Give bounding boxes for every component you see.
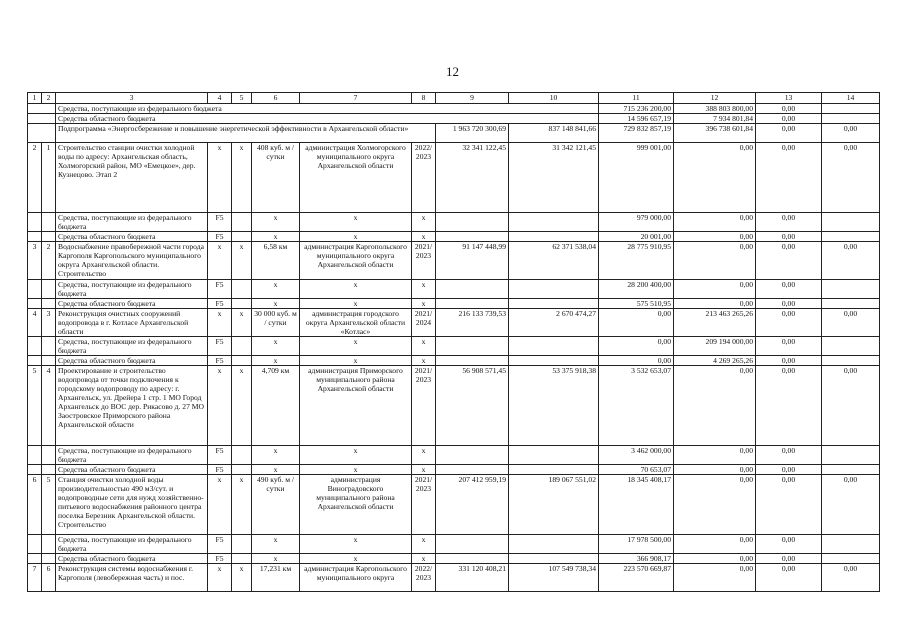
table-cell: 0,00: [756, 366, 822, 446]
table-cell: 490 куб. м / сутки: [252, 475, 300, 535]
table-cell: x: [412, 280, 436, 299]
table-cell: [28, 299, 42, 309]
table-cell: [436, 446, 509, 465]
table-cell: x: [252, 356, 300, 366]
table-cell: x: [412, 554, 436, 564]
table-cell: 7 934 801,84: [674, 114, 756, 124]
table-cell: 28 200 400,00: [599, 280, 674, 299]
table-row: [28, 104, 880, 114]
column-header: 3: [56, 93, 208, 104]
table-cell: [28, 213, 42, 232]
table-cell: 2022/ 2023: [412, 564, 436, 592]
table-cell: 0,00: [822, 143, 880, 213]
table-cell: [509, 232, 599, 242]
table-cell: 331 120 408,21: [436, 564, 509, 592]
table-cell: 0,00: [756, 124, 822, 143]
table-cell: 0,00: [756, 114, 822, 124]
table-cell: x: [412, 446, 436, 465]
table-cell: 0,00: [756, 143, 822, 213]
table-cell: x: [412, 356, 436, 366]
page-number: 12: [446, 64, 459, 79]
table-cell: 216 133 739,53: [436, 309, 509, 337]
table-cell: x: [232, 564, 252, 592]
table-cell: Средства областного бюджета: [56, 465, 208, 475]
column-header: 4: [208, 93, 232, 104]
table-cell: 0,00: [822, 564, 880, 592]
table-cell: 999 001,00: [599, 143, 674, 213]
table-cell: 0,00: [674, 280, 756, 299]
table-cell: Строительство станции очистки холодной воды по адресу: Архангельская область, Холмогорский район, МО «Емецкое», дер. Кузнецово. Этап 2: [56, 143, 208, 213]
table-cell: x: [412, 232, 436, 242]
table-cell: 729 832 857,19: [599, 124, 674, 143]
table-cell: x: [300, 535, 412, 554]
table-cell: 0,00: [756, 299, 822, 309]
table-cell: Средства, поступающие из федерального бюджета: [56, 337, 208, 356]
table-cell: 6: [28, 475, 42, 535]
table-cell: F5: [208, 356, 232, 366]
table-cell: F5: [208, 535, 232, 554]
table-cell: [436, 280, 509, 299]
table-cell: F5: [208, 337, 232, 356]
table-cell: 4: [28, 309, 42, 337]
table-body: [28, 93, 880, 592]
table-cell: 6,58 км: [252, 242, 300, 280]
table-cell: x: [300, 465, 412, 475]
table-cell: 0,00: [674, 213, 756, 232]
table-cell: 0,00: [674, 242, 756, 280]
table-cell: 2022/ 2023: [412, 143, 436, 213]
table-cell: 0,00: [822, 475, 880, 535]
table-cell: 2021/ 2023: [412, 242, 436, 280]
table-cell: 20 001,00: [599, 232, 674, 242]
table-cell: x: [252, 280, 300, 299]
table-cell: [232, 213, 252, 232]
table-cell: администрация Виноградовского муниципального района Архангельской области: [300, 475, 412, 535]
table-cell: Средства областного бюджета: [56, 299, 208, 309]
table-cell: 408 куб. м / сутки: [252, 143, 300, 213]
table-cell: 30 000 куб. м / сутки: [252, 309, 300, 337]
table-cell: [42, 299, 56, 309]
table-cell: 0,00: [599, 309, 674, 337]
table-cell: 207 412 959,19: [436, 475, 509, 535]
table-cell: 32 341 122,45: [436, 143, 509, 213]
table-cell: 28 775 910,95: [599, 242, 674, 280]
table-cell: x: [232, 475, 252, 535]
table-cell: 715 236 200,00: [599, 104, 674, 114]
table-cell: администрация Холмогорского муниципального округа Архангельской области: [300, 143, 412, 213]
row-label: Подпрограмма «Энергосбережение и повышение энергетической эффективности в Архангельской области»: [56, 124, 436, 143]
table-cell: 3: [28, 242, 42, 280]
table-cell: [232, 280, 252, 299]
table-cell: 0,00: [674, 143, 756, 213]
column-header: 10: [509, 93, 599, 104]
table-cell: x: [252, 213, 300, 232]
table-cell: [436, 213, 509, 232]
table-cell: x: [232, 309, 252, 337]
column-header: 8: [412, 93, 436, 104]
column-header: 1: [28, 93, 42, 104]
table-cell: [28, 535, 42, 554]
table-cell: 4: [42, 366, 56, 446]
table-row: [28, 465, 880, 475]
table-cell: [28, 554, 42, 564]
table-row: [28, 242, 880, 280]
table-cell: 0,00: [756, 280, 822, 299]
table-cell: [28, 337, 42, 356]
table-cell: [232, 337, 252, 356]
table-cell: 0,00: [756, 242, 822, 280]
table-cell: 0,00: [756, 475, 822, 535]
table-cell: [232, 446, 252, 465]
table-cell: 6: [42, 564, 56, 592]
table-cell: x: [252, 337, 300, 356]
table-cell: 1: [42, 143, 56, 213]
table-cell: 3 462 000,00: [599, 446, 674, 465]
table-cell: 0,00: [756, 232, 822, 242]
table-cell: [28, 232, 42, 242]
table-cell: [232, 465, 252, 475]
table-cell: x: [412, 535, 436, 554]
table-cell: 0,00: [674, 232, 756, 242]
table-cell: [822, 554, 880, 564]
table-cell: Проектирование и строительство водопровода от точки подключения к городскому водопроводу по адресу: г. Архангельск, ул. Дрейера 1 стр. 1 МО Город Архангельск до ВОС дер. Рикасово д. 27 МО Заостровское Приморского района Архангельской области: [56, 366, 208, 446]
table-cell: [42, 213, 56, 232]
table-row: [28, 299, 880, 309]
table-cell: Средства, поступающие из федерального бюджета: [56, 280, 208, 299]
table-cell: 396 738 601,84: [674, 124, 756, 143]
table-cell: [822, 104, 880, 114]
table-cell: [232, 232, 252, 242]
table-cell: 223 570 669,87: [599, 564, 674, 592]
table-cell: [822, 465, 880, 475]
table-cell: x: [252, 446, 300, 465]
table-cell: [42, 446, 56, 465]
table-cell: [42, 280, 56, 299]
table-cell: 0,00: [674, 554, 756, 564]
table-cell: 0,00: [756, 104, 822, 114]
table-cell: x: [232, 143, 252, 213]
table-cell: 3 532 653,07: [599, 366, 674, 446]
table-cell: 2021/ 2023: [412, 366, 436, 446]
table-cell: x: [300, 232, 412, 242]
table-cell: [28, 124, 56, 143]
table-row: [28, 446, 880, 465]
table-cell: x: [208, 475, 232, 535]
table-cell: x: [412, 337, 436, 356]
table-row: [28, 232, 880, 242]
table-cell: 4,709 км: [252, 366, 300, 446]
table-cell: x: [208, 366, 232, 446]
table-row: [28, 366, 880, 446]
table-cell: [822, 446, 880, 465]
table-cell: 837 148 841,66: [509, 124, 599, 143]
table-cell: 14 596 657,19: [599, 114, 674, 124]
table-cell: 0,00: [756, 356, 822, 366]
table-cell: x: [232, 366, 252, 446]
table-cell: F5: [208, 299, 232, 309]
table-cell: [509, 337, 599, 356]
table-cell: x: [412, 465, 436, 475]
table-cell: 0,00: [674, 564, 756, 592]
table-cell: 0,00: [674, 299, 756, 309]
table-cell: [509, 465, 599, 475]
table-cell: 5: [42, 475, 56, 535]
budget-table: [27, 92, 880, 592]
table-row: [28, 143, 880, 213]
table-cell: [28, 356, 42, 366]
table-row: [28, 280, 880, 299]
table-cell: Средства областного бюджета: [56, 554, 208, 564]
table-cell: Реконструкция системы водоснабжения г. Каргополя (левобережная часть) и пос.: [56, 564, 208, 592]
table-row: [28, 337, 880, 356]
table-cell: 0,00: [674, 535, 756, 554]
table-cell: администрация Приморского муниципального района Архангельской области: [300, 366, 412, 446]
table-cell: x: [300, 356, 412, 366]
table-cell: 189 067 551,02: [509, 475, 599, 535]
table-cell: Средства областного бюджета: [56, 232, 208, 242]
table-row: [28, 124, 880, 143]
table-cell: [42, 337, 56, 356]
column-header: 11: [599, 93, 674, 104]
table-cell: Средства областного бюджета: [56, 356, 208, 366]
table-cell: 575 510,95: [599, 299, 674, 309]
table-cell: 1 963 720 300,69: [436, 124, 509, 143]
table-cell: Средства, поступающие из федерального бюджета: [56, 535, 208, 554]
table-cell: [822, 280, 880, 299]
table-cell: x: [412, 299, 436, 309]
table-cell: x: [300, 299, 412, 309]
column-header: 6: [252, 93, 300, 104]
table-cell: F5: [208, 280, 232, 299]
table-cell: [436, 554, 509, 564]
table-cell: 0,00: [756, 337, 822, 356]
table-cell: F5: [208, 554, 232, 564]
table-cell: 388 803 800,00: [674, 104, 756, 114]
table-cell: 56 908 571,45: [436, 366, 509, 446]
table-cell: [436, 465, 509, 475]
table-cell: 0,00: [756, 446, 822, 465]
table-cell: [28, 465, 42, 475]
table-cell: F5: [208, 213, 232, 232]
table-cell: [42, 535, 56, 554]
table-cell: [232, 535, 252, 554]
table-cell: Станция очистки холодной воды производительностью 490 м3/сут. и водопроводные сети для нужд хозяйственно-питьевого водоснабжения районного центра поселка Березник Архангельской области. Строительство: [56, 475, 208, 535]
table-row: [28, 356, 880, 366]
table-cell: 4 269 265,26: [674, 356, 756, 366]
table-cell: [232, 299, 252, 309]
table-cell: 7: [28, 564, 42, 592]
table-cell: [822, 337, 880, 356]
table-cell: x: [208, 564, 232, 592]
column-header: 9: [436, 93, 509, 104]
table-cell: x: [300, 446, 412, 465]
table-cell: [28, 446, 42, 465]
table-cell: [509, 299, 599, 309]
column-header: 13: [756, 93, 822, 104]
table-cell: [436, 356, 509, 366]
table-cell: 2: [28, 143, 42, 213]
table-cell: x: [252, 535, 300, 554]
table-cell: x: [252, 554, 300, 564]
table-cell: [509, 554, 599, 564]
table-cell: 0,00: [756, 309, 822, 337]
table-cell: [436, 535, 509, 554]
table-cell: 17 978 500,00: [599, 535, 674, 554]
table-cell: 0,00: [822, 242, 880, 280]
table-cell: 107 549 738,34: [509, 564, 599, 592]
table-cell: 91 147 448,99: [436, 242, 509, 280]
table-cell: F5: [208, 446, 232, 465]
table-cell: [28, 114, 56, 124]
table-cell: [232, 554, 252, 564]
table-cell: 2 670 474,27: [509, 309, 599, 337]
table-cell: [509, 356, 599, 366]
table-cell: администрация Каргопольского муниципального округа: [300, 564, 412, 592]
table-cell: 0,00: [756, 564, 822, 592]
table-row: [28, 309, 880, 337]
table-cell: [822, 213, 880, 232]
table-cell: [509, 213, 599, 232]
table-cell: 31 342 121,45: [509, 143, 599, 213]
table-cell: 209 194 000,00: [674, 337, 756, 356]
table-cell: x: [252, 232, 300, 242]
table-cell: [42, 232, 56, 242]
table-cell: 0,00: [822, 124, 880, 143]
table-cell: 2021/ 2024: [412, 309, 436, 337]
table-cell: [436, 337, 509, 356]
column-header: 2: [42, 93, 56, 104]
table-cell: 979 000,00: [599, 213, 674, 232]
table-cell: [28, 280, 42, 299]
table-cell: 0,00: [599, 337, 674, 356]
table-cell: [436, 232, 509, 242]
table-cell: Средства, поступающие из федерального бюджета: [56, 446, 208, 465]
table-row: [28, 564, 880, 592]
table-cell: F5: [208, 232, 232, 242]
table-cell: 0,00: [756, 465, 822, 475]
column-header: 14: [822, 93, 880, 104]
table-cell: 0,00: [674, 366, 756, 446]
table-row: [28, 535, 880, 554]
table-cell: x: [300, 554, 412, 564]
table-cell: F5: [208, 465, 232, 475]
row-label: Средства областного бюджета: [56, 114, 599, 124]
table-row: [28, 114, 880, 124]
table-row: [28, 554, 880, 564]
table-cell: [822, 232, 880, 242]
column-header: 12: [674, 93, 756, 104]
table-cell: [822, 114, 880, 124]
table-cell: x: [232, 242, 252, 280]
table-cell: 213 463 265,26: [674, 309, 756, 337]
table-cell: 0,00: [756, 554, 822, 564]
table-cell: 62 371 538,04: [509, 242, 599, 280]
table-cell: [42, 554, 56, 564]
table-cell: 53 375 918,38: [509, 366, 599, 446]
table-cell: [509, 446, 599, 465]
table-cell: администрация Каргопольского муниципального округа Архангельской области: [300, 242, 412, 280]
table-cell: x: [300, 280, 412, 299]
table-cell: администрация городского округа Архангельской области «Котлас»: [300, 309, 412, 337]
table-cell: 0,00: [599, 356, 674, 366]
table-cell: [509, 535, 599, 554]
table-cell: x: [300, 337, 412, 356]
table-cell: [42, 465, 56, 475]
table-cell: x: [208, 309, 232, 337]
table-cell: x: [412, 213, 436, 232]
table-cell: [822, 299, 880, 309]
table-cell: 0,00: [674, 465, 756, 475]
table-cell: 0,00: [822, 309, 880, 337]
table-cell: x: [208, 242, 232, 280]
table-row: [28, 213, 880, 232]
table-cell: Реконструкция очистных сооружений водопровода в г. Котласе Архангельской области: [56, 309, 208, 337]
table-cell: [822, 535, 880, 554]
table-cell: Водоснабжение правобережной части города Каргополя Каргопольского муниципального округа Архангельской области. Строительство: [56, 242, 208, 280]
table-cell: 17,231 км: [252, 564, 300, 592]
table-cell: [509, 280, 599, 299]
table-cell: 0,00: [674, 475, 756, 535]
table-cell: 0,00: [756, 535, 822, 554]
table-cell: x: [208, 143, 232, 213]
column-header: 7: [300, 93, 412, 104]
table-cell: [28, 104, 56, 114]
column-number-row: [28, 93, 880, 104]
table-cell: x: [252, 465, 300, 475]
table-cell: 70 653,07: [599, 465, 674, 475]
table-cell: x: [252, 299, 300, 309]
table-cell: [42, 356, 56, 366]
table-cell: 2: [42, 242, 56, 280]
column-header: 5: [232, 93, 252, 104]
table-cell: [232, 356, 252, 366]
table-cell: [822, 356, 880, 366]
table-cell: [436, 299, 509, 309]
table-cell: 18 345 408,17: [599, 475, 674, 535]
table-cell: 5: [28, 366, 42, 446]
table-cell: 366 908,17: [599, 554, 674, 564]
table-cell: 0,00: [822, 366, 880, 446]
table-cell: 0,00: [674, 446, 756, 465]
table-cell: x: [300, 213, 412, 232]
table-cell: 3: [42, 309, 56, 337]
table-cell: 2021/ 2023: [412, 475, 436, 535]
table-row: [28, 475, 880, 535]
row-label: Средства, поступающие из федерального бюджета: [56, 104, 599, 114]
table-cell: Средства, поступающие из федерального бюджета: [56, 213, 208, 232]
table-cell: 0,00: [756, 213, 822, 232]
